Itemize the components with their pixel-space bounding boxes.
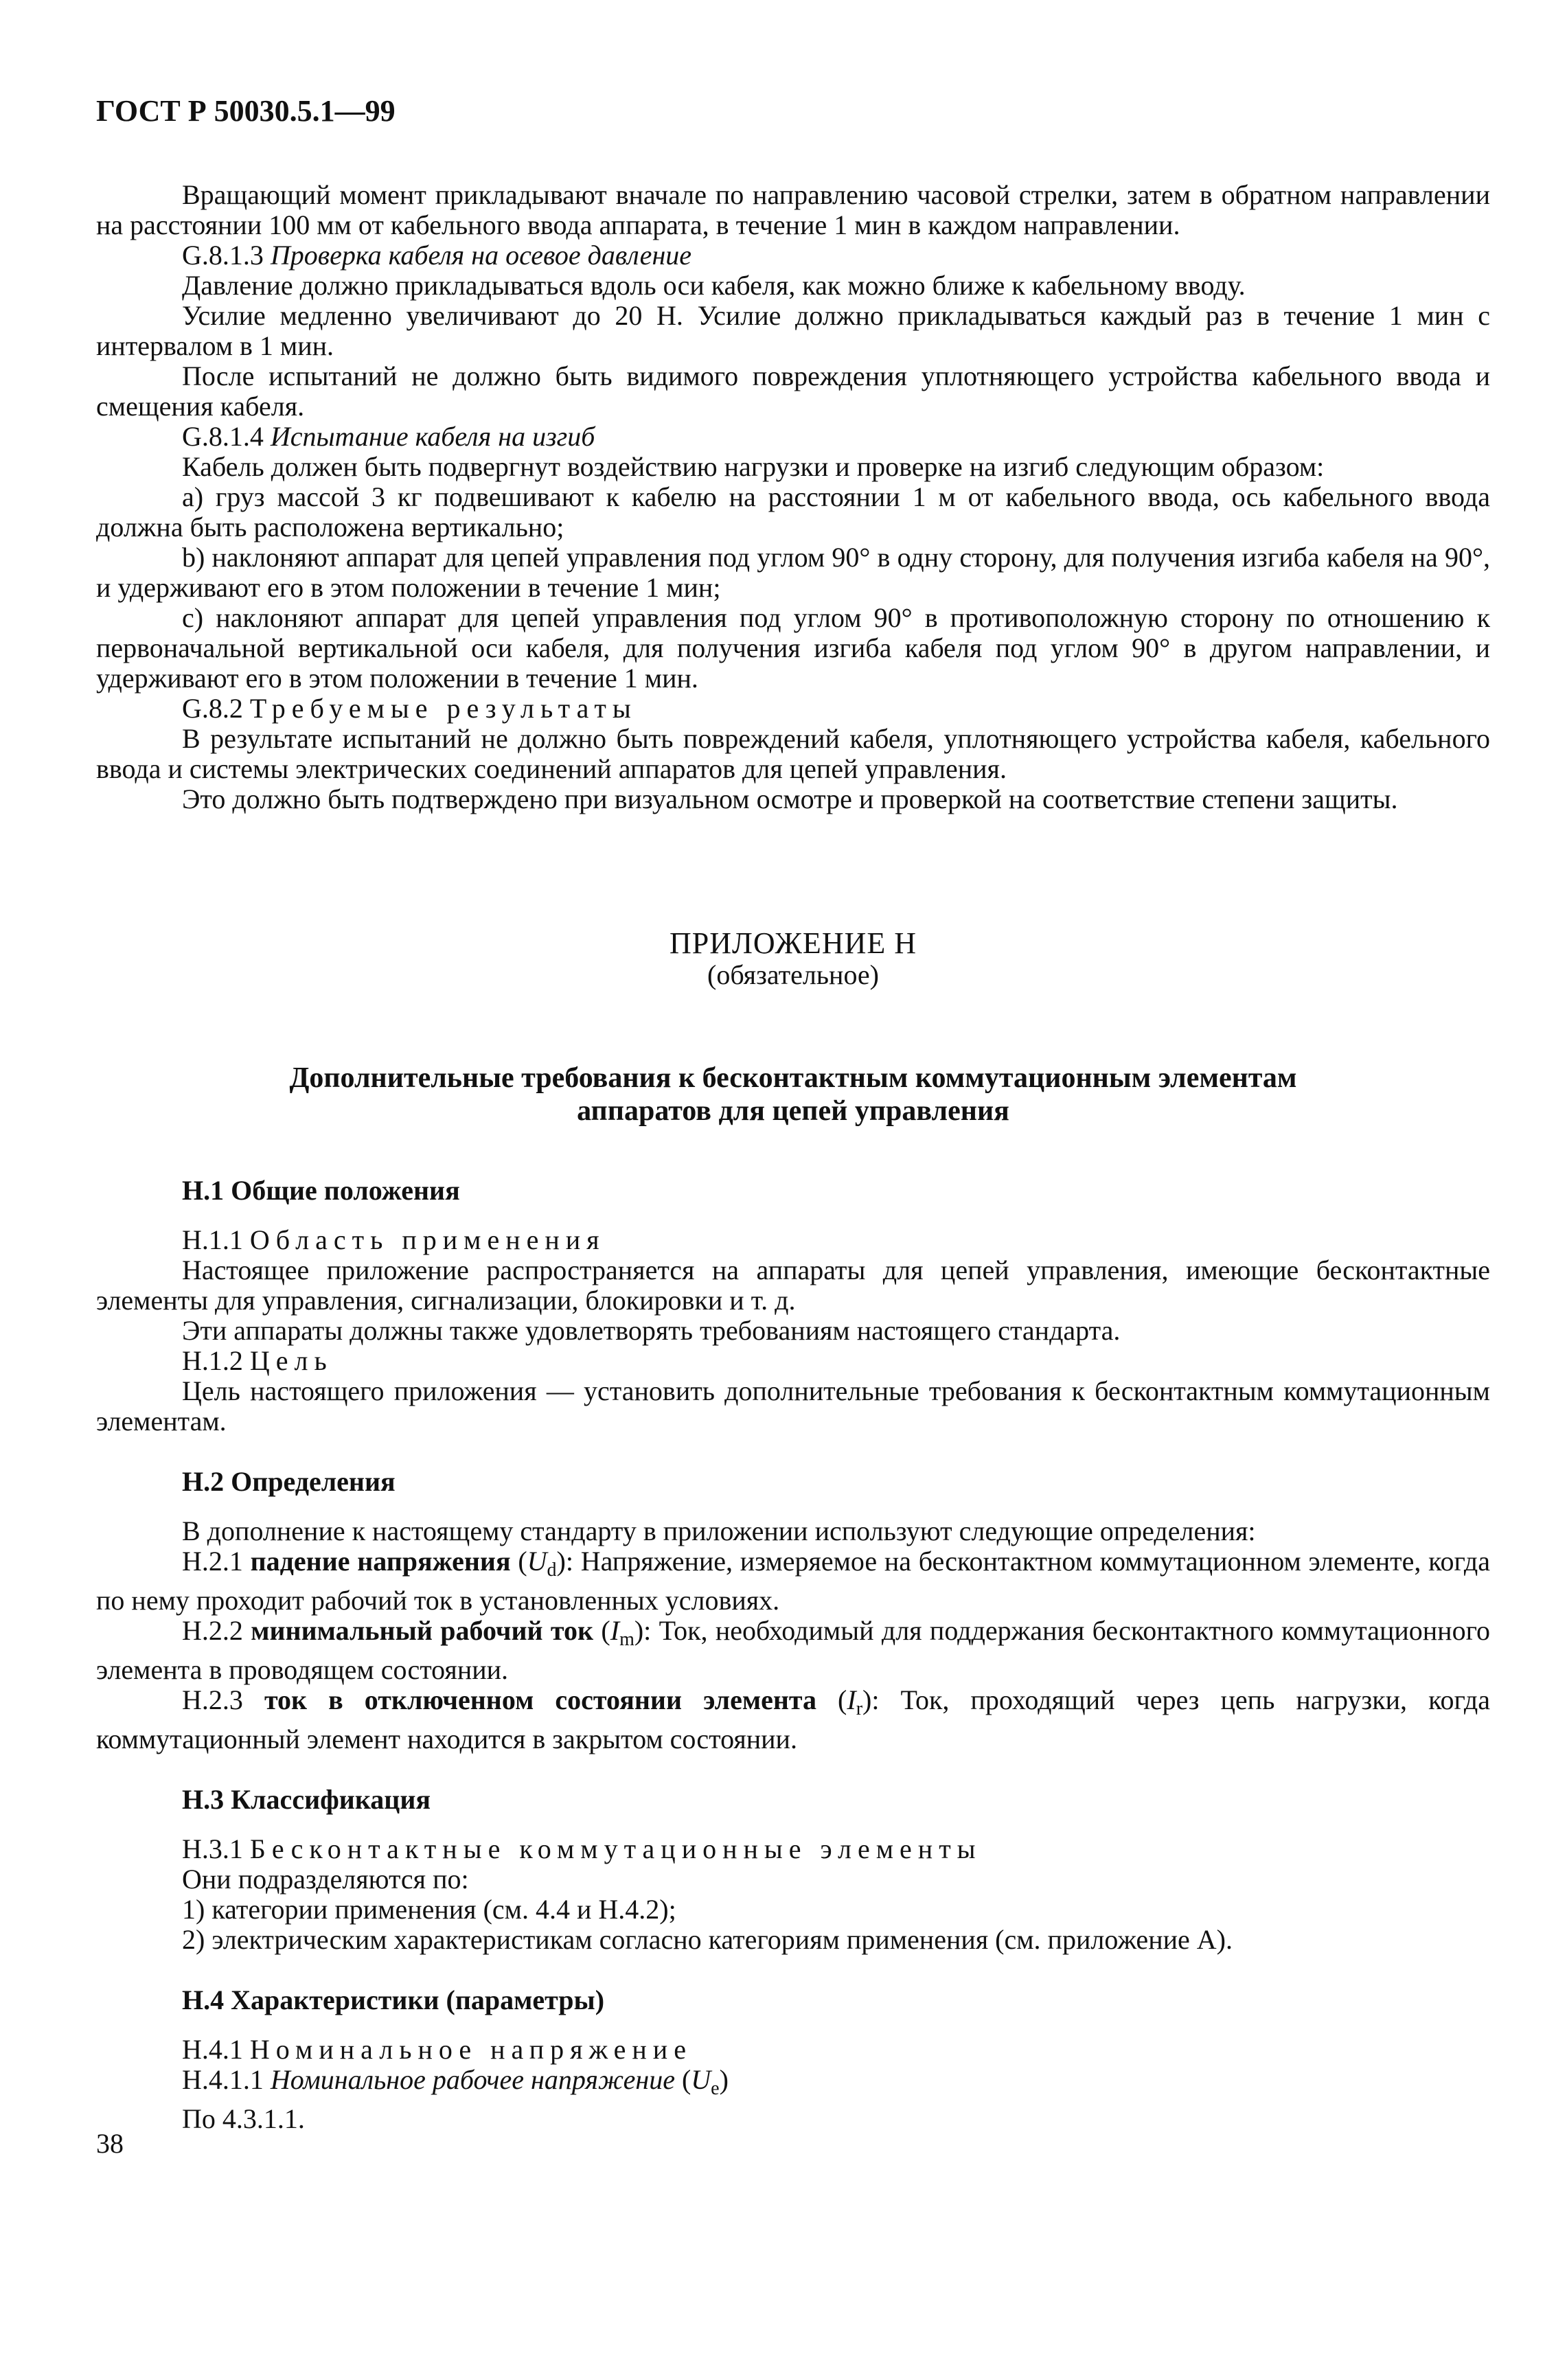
paragraph: Вращающий момент прикладывают вначале по направлению часовой стрелки, затем в обратном направлении на расстоянии 100 мм от кабельного ввода аппарата, в течение 1 мин в каждом направлении. [96,179,1490,240]
clause-g814 [96,422,1490,452]
clause-number: Н.1.2 [182,1345,243,1376]
subsection-h11 [96,1225,1490,1255]
definition-h23: Н.2.3 ток в отключенном состоянии элемента $(I_r)$: Ток, проходящий через цепь нагрузки, когда коммутационный элемент находится в закрытом состоянии. [96,1684,1491,1754]
page-number: 38 [96,2128,124,2159]
paragraph: Давление должно прикладываться вдоль оси кабеля, как можно ближе к кабельному вводу. [182,270,1246,301]
clause-title: Номинальное рабочее напряжение [270,2064,675,2095]
paragraph: Эти аппараты должны также удовлетворять требованиям настоящего стандарта. [182,1315,1121,1346]
definition-text: Ток, проходящий через цепь нагрузки, когда коммутационный элемент находится в закрытом состоянии. [96,1684,1491,1754]
clause-number: Н.1.1 [182,1224,243,1255]
definition-term: падение напряжения [250,1546,511,1577]
clause-title: Номинальное напряжение [249,2034,692,2065]
page-content [96,180,1490,2134]
clause-title: Цель [249,1345,333,1376]
clause-number: Н.4.1.1 [182,2064,264,2095]
clause-number: Н.2.2 [182,1615,243,1646]
clause-number: Н.2.1 [182,1546,243,1577]
clause-g82 [96,694,1490,724]
list-item: 2) электрическим характеристикам согласно категориям применения (см. приложение А). [182,1924,1233,1955]
clause-title: Испытание кабеля на изгиб [270,421,595,452]
paragraph: По 4.3.1.1. [182,2103,305,2134]
paragraph: Они подразделяются по: [182,1864,469,1895]
subsection-h12 [96,1346,1490,1376]
definition-h21: Н.2.1 падение напряжения $(U_d)$: Напряжение, измеряемое на бесконтактном коммутационном элементе, когда по нему проходит рабочий ток в установленных условиях. [96,1546,1491,1616]
list-item-c: c) наклоняют аппарат для цепей управления под углом 90° в противоположную сторону по отношению к первоначальной вертикальной оси кабеля, для получения изгиба кабеля под углом 90° в другом направлении, и удерживают его в этом положении в течение 1 мин. [96,602,1490,694]
appendix-heading [96,1062,1490,1128]
paragraph: Цель настоящего приложения — установить дополнительные требования к бесконтактным коммутационным элементам. [96,1375,1490,1437]
paragraph: Усилие медленно увеличивают до 20 Н. Усилие должно прикладываться каждый раз в течение 1 мин с интервалом в 1 мин. [96,300,1490,361]
section-title: Н.4 Характеристики (параметры) [182,1984,605,2015]
clause-g813 [96,240,1490,271]
symbol: I [610,1615,620,1646]
paragraph: Настоящее приложение распространяется на аппараты для цепей управления, имеющие бесконтактные элементы для управления, сигнализации, блокировки и т. д. [96,1255,1490,1316]
section-title: Н.3 Классификация [182,1784,431,1815]
appendix-heading-line: аппаратов для цепей управления [577,1095,1009,1127]
paragraph: Кабель должен быть подвергнут воздействию нагрузки и проверке на изгиб следующим образом: [182,451,1325,482]
paragraph: После испытаний не должно быть видимого повреждения уплотняющего устройства кабельного ввода и смещения кабеля. [96,361,1490,422]
subsection-h411: Н.4.1.1 Номинальное рабочее напряжение $(U_e)$ [182,2064,729,2099]
definition-h22: Н.2.2 минимальный рабочий ток $(I_m)$: Ток, необходимый для поддержания бесконтактного коммутационного элемента в проводящем состоянии. [96,1615,1490,1685]
clause-title: Требуемые результаты [249,693,637,724]
symbol-subscript: d [547,1559,557,1581]
symbol-subscript: r [856,1698,863,1719]
clause-number: Н.4.1 [182,2034,243,2065]
clause-title: Бесконтактные коммутационные элементы [249,1833,982,1864]
symbol: U [527,1546,547,1577]
clause-number: G.8.1.3 [182,240,264,271]
clause-number: G.8.1.4 [182,421,264,452]
symbol-subscript: e [711,2078,720,2099]
clause-title: Область применения [249,1224,606,1255]
clause-number: G.8.2 [182,693,243,724]
subsection-h41 [96,2035,1490,2065]
symbol: I [847,1684,856,1715]
list-item-b: b) наклоняют аппарат для цепей управления под углом 90° в одну сторону, для получения изгиба кабеля на 90°, и удерживают его в этом положении в течение 1 мин; [96,542,1490,603]
paragraph: В результате испытаний не должно быть повреждений кабеля, уплотняющего устройства кабеля, кабельного ввода и системы электрических соединений аппаратов для цепей управления. [96,723,1490,784]
section-title: Н.1 Общие положения [182,1175,460,1206]
definition-term: ток в отключенном состоянии элемента [264,1684,817,1715]
paragraph: Это должно быть подтверждено при визуальном осмотре и проверкой на соответствие степени защиты. [182,783,1398,814]
standard-header: ГОСТ Р 50030.5.1—99 [96,94,396,128]
appendix-subtitle: (обязательное) [707,959,879,990]
appendix-heading-line: Дополнительные требования к бесконтактным коммутационным элементам [289,1062,1297,1094]
clause-number: Н.3.1 [182,1833,243,1864]
clause-number: Н.2.3 [182,1684,243,1715]
definition-text: Напряжение, измеряемое на бесконтактном коммутационном элементе, когда по нему проходит рабочий ток в установленных условиях. [96,1546,1491,1616]
symbol: U [691,2064,711,2095]
list-item: 1) категории применения (см. 4.4 и Н.4.2); [182,1894,676,1925]
subsection-h31 [96,1834,1490,1864]
definition-text: Ток, необходимый для поддержания бесконтактного коммутационного элемента в проводящем состоянии. [96,1615,1490,1685]
definition-term: минимальный рабочий ток [251,1615,594,1646]
list-item-a: a) груз массой 3 кг подвешивают к кабелю на расстоянии 1 м от кабельного ввода, ось кабельного ввода должна быть расположена вертикально; [96,481,1490,542]
clause-title: Проверка кабеля на осевое давление [270,240,692,271]
symbol-subscript: m [619,1629,634,1650]
paragraph: В дополнение к настоящему стандарту в приложении используют следующие определения: [182,1515,1256,1546]
appendix-title: ПРИЛОЖЕНИЕ Н [669,926,917,960]
section-title: Н.2 Определения [182,1466,396,1497]
